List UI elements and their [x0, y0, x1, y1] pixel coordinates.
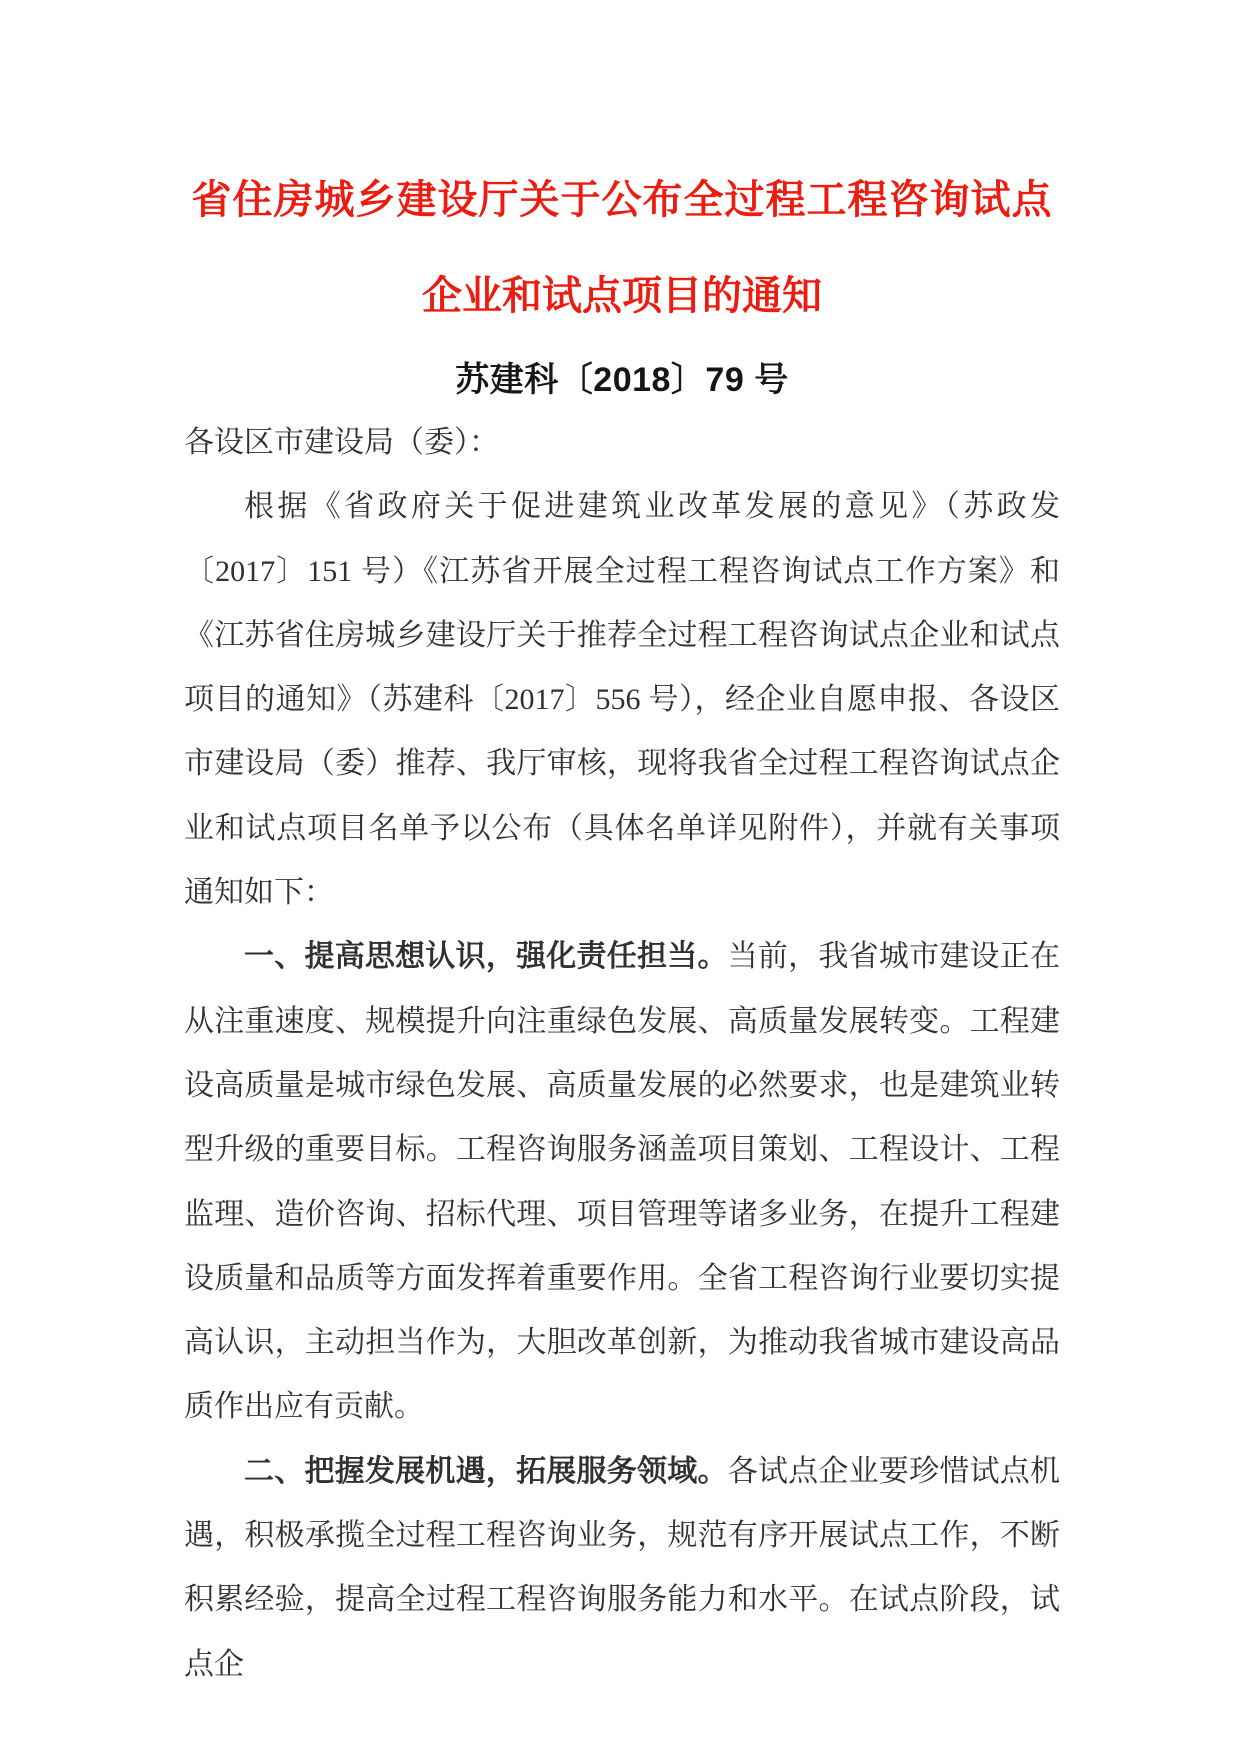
- document-number: 苏建科〔2018〕79 号: [455, 361, 789, 399]
- paragraph-section-2-text: 各试点企业要珍惜试点机遇，积极承揽全过程工程咨询业务，规范有序开展试点工作，不断积累经验，提高全过程工程咨询服务能力和水平。在试点阶段，试点企: [184, 1454, 1061, 1681]
- paragraph-section-2: [184, 1440, 1060, 1697]
- paragraph-section-2-lead: 二、把握发展机遇，拓展服务领域。: [244, 1454, 728, 1488]
- salutation: 各设区市建设局（委）：: [184, 426, 499, 459]
- paragraph-section-1-text: 当前，我省城市建设正在从注重速度、规模提升向注重绿色发展、高质量发展转变。工程建设高质量是城市绿色发展、高质量发展的必然要求，也是建筑业转型升级的重要目标。工程咨询服务涵盖项目策划、工程设计、工程监理、造价咨询、招标代理、项目管理等诸多业务，在提升工程建设质量和品质等方面发挥着重要作用。全省工程咨询行业要切实提高认识，主动担当作为，大胆改革创新，为推动我省城市建设高品质作出应有贡献。: [184, 940, 1061, 1424]
- document-title-line2: 企业和试点项目的通知: [422, 274, 822, 318]
- document-body: [184, 411, 1060, 1697]
- paragraph-section-1-lead: 一、提高思想认识，强化责任担当。: [244, 940, 728, 974]
- paragraph-basis-text: 根据《省政府关于促进建筑业改革发展的意见》（苏政发〔2017〕151 号）《江苏省开展全过程工程咨询试点工作方案》和《江苏省住房城乡建设厅关于推荐全过程工程咨询试点企业和试点项目的通知》（苏建科〔2017〕556 号），经企业自愿申报、各设区市建设局（委）推荐、我厅审核，现将我省全过程工程咨询试点企业和试点项目名单予以公布（具体名单详见附件），并就有关事项通知如下：: [184, 490, 1060, 910]
- paragraph-basis: [184, 475, 1060, 925]
- document-title-line1: 省住房城乡建设厅关于公布全过程工程咨询试点: [191, 178, 1053, 222]
- paragraph-section-1: [184, 925, 1060, 1439]
